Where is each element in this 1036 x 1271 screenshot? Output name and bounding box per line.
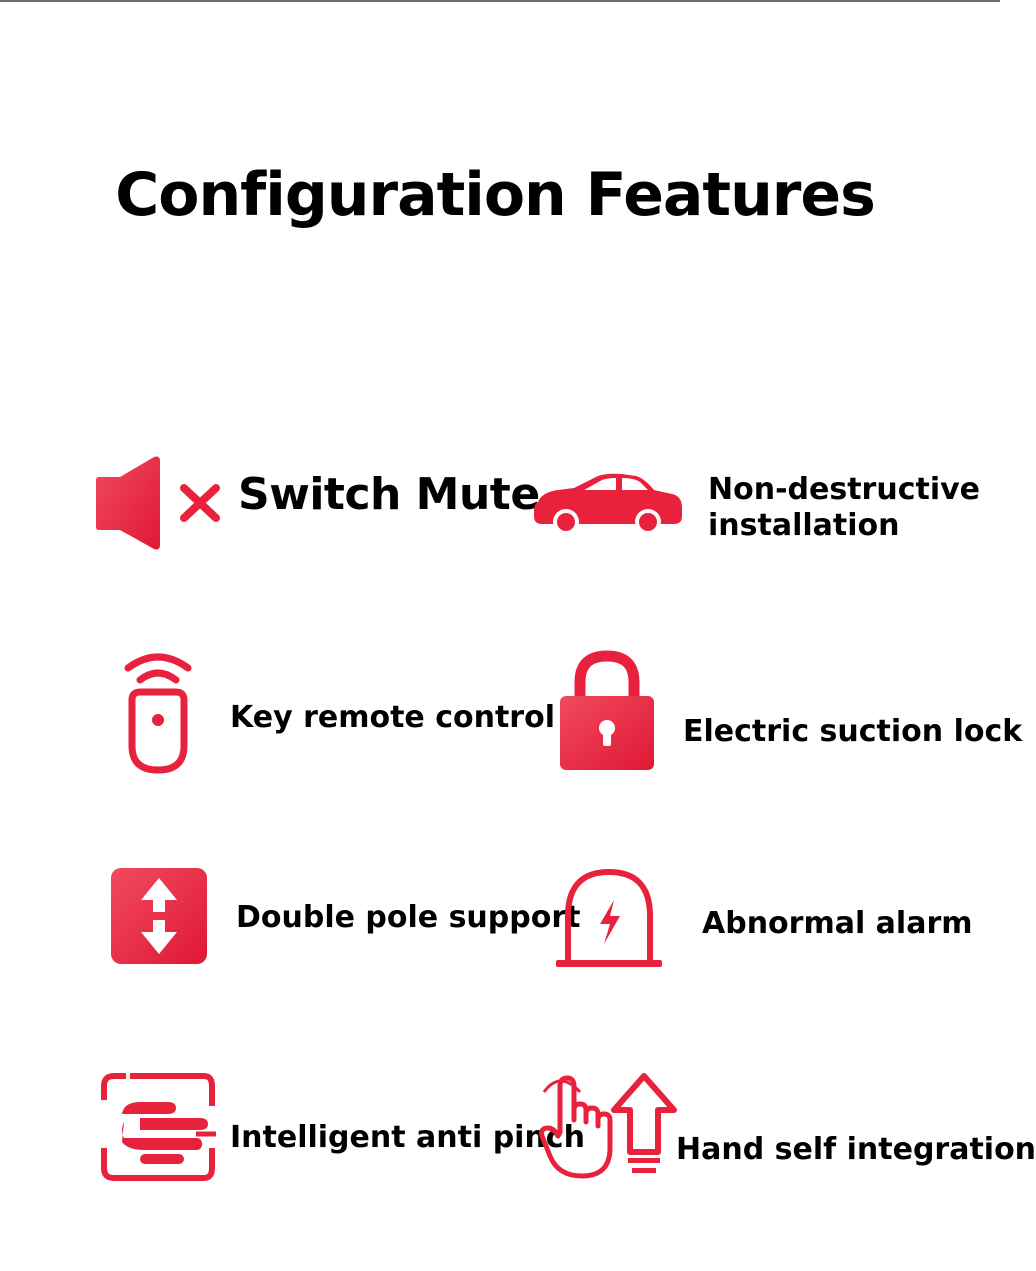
feature-label-hand-self-integration: Hand self integration xyxy=(676,1132,1036,1167)
top-border-line xyxy=(0,0,1000,2)
feature-label-electric-lock: Electric suction lock xyxy=(683,714,1023,749)
feature-label-key-remote: Key remote control xyxy=(230,700,555,735)
car-icon xyxy=(532,472,684,534)
feature-label-non-destructive-line1: Non-destructive xyxy=(708,472,981,507)
feature-label-abnormal-alarm: Abnormal alarm xyxy=(702,906,973,941)
feature-label-double-pole: Double pole support xyxy=(236,900,581,935)
padlock-icon xyxy=(558,648,656,772)
feature-label-non-destructive-line2: installation xyxy=(708,508,900,543)
page-title: Configuration Features xyxy=(115,160,875,230)
feature-label-switch-mute: Switch Mute xyxy=(238,469,540,520)
alarm-light-icon xyxy=(554,862,664,970)
hand-pinch-icon xyxy=(100,1072,218,1182)
remote-key-icon xyxy=(118,650,198,774)
up-down-arrows-icon xyxy=(109,866,209,966)
feature-label-anti-pinch: Intelligent anti pinch xyxy=(230,1120,585,1155)
finger-up-arrow-icon xyxy=(540,1072,680,1182)
mute-speaker-icon xyxy=(94,455,224,555)
